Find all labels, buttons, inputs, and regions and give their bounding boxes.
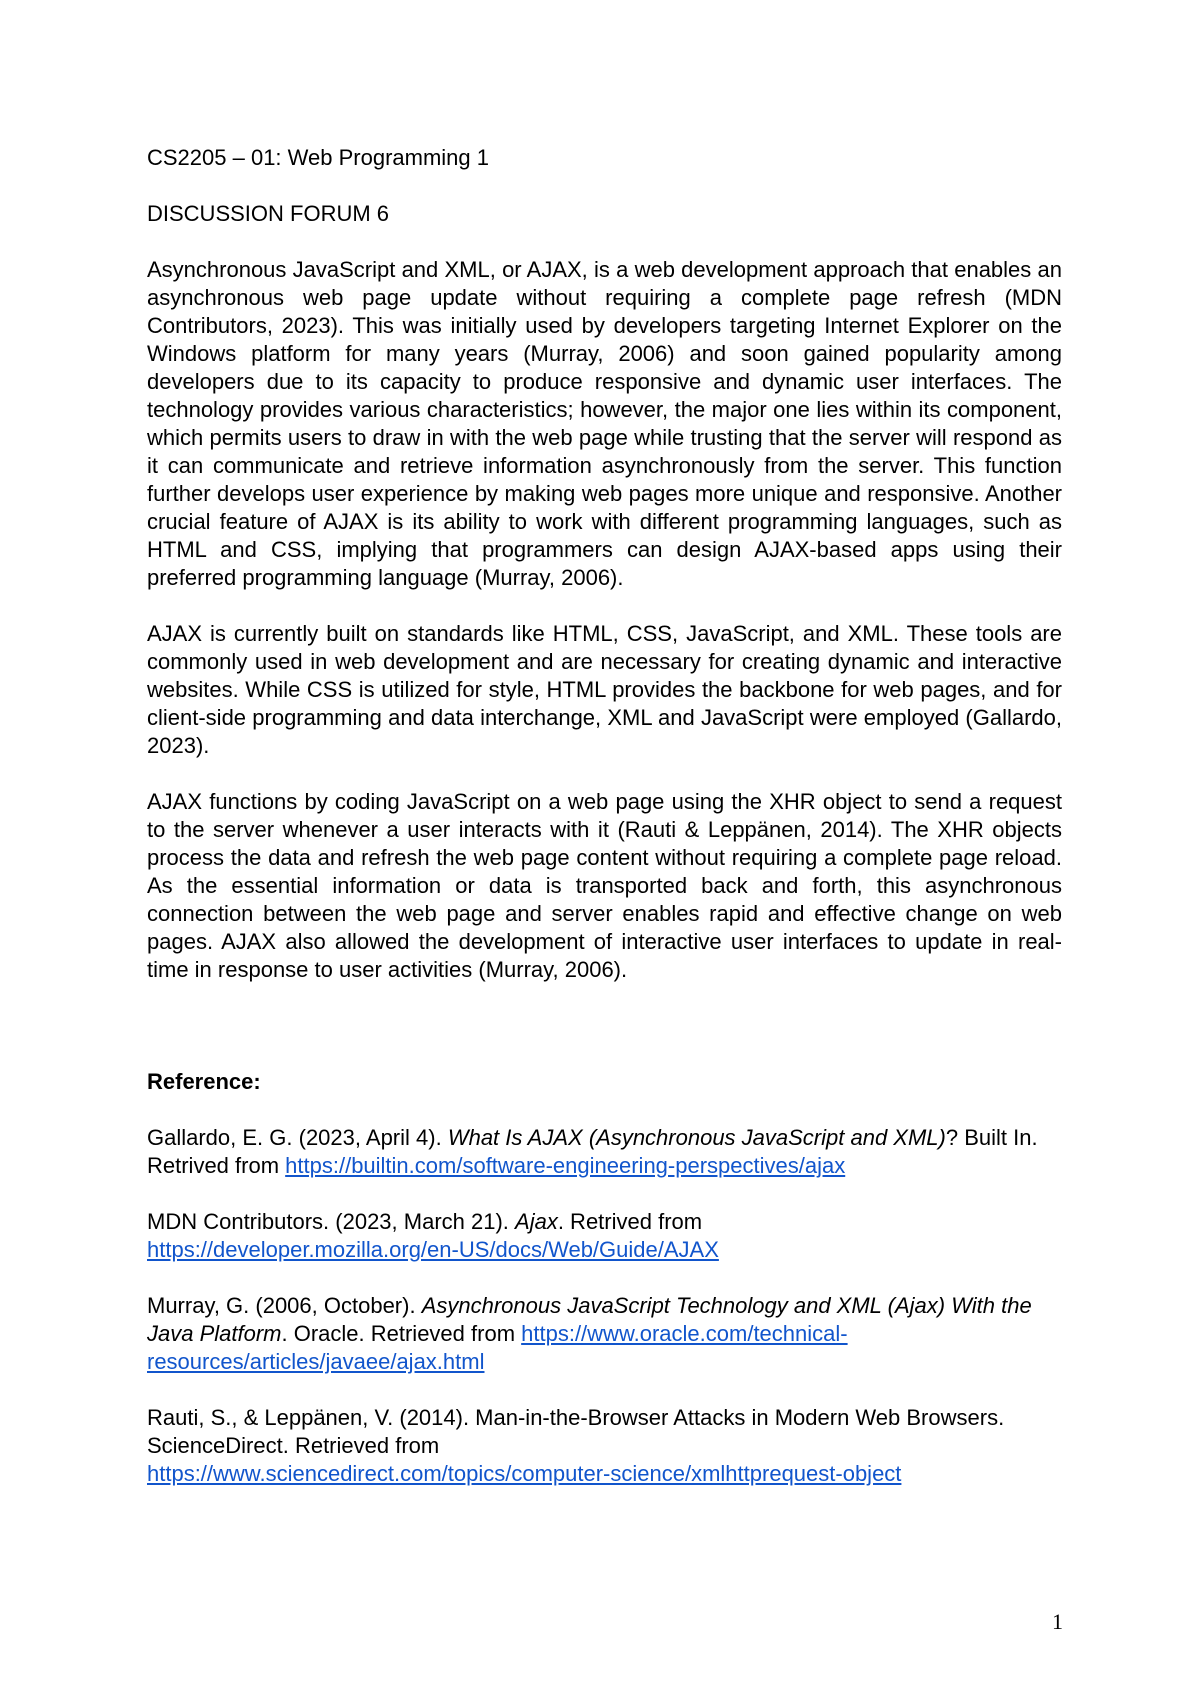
forum-title: DISCUSSION FORUM 6 (147, 201, 390, 226)
section-spacer (147, 1012, 1062, 1068)
reference-lead: MDN Contributors. (2023, March 21). (147, 1209, 516, 1234)
document-page (147, 144, 1062, 1516)
reference-item-rauti (147, 1404, 1062, 1488)
reference-after-title: ? Built In. Retrived from (147, 1125, 1038, 1178)
course-title: CS2205 – 01: Web Programming 1 (147, 145, 489, 170)
reference-item-gallardo (147, 1124, 1062, 1180)
body-paragraph-2: AJAX is currently built on standards like HTML, CSS, JavaScript, and XML. These tools are commonly used in web development and are necessary for creating dynamic and interactive websites. While CSS is utilized for style, HTML provides the backbone for web pages, and for client-side programming and data interchange, XML and JavaScript were employed (Gallardo, 2023). (147, 621, 1062, 758)
reference-link[interactable]: https://www.sciencedirect.com/topics/computer-science/xmlhttprequest-object (147, 1461, 902, 1486)
reference-link[interactable]: https://www.oracle.com/technical-resources/articles/javaee/ajax.html (147, 1321, 848, 1374)
reference-link[interactable]: https://builtin.com/software-engineering-perspectives/ajax (285, 1153, 846, 1178)
reference-lead: Murray, G. (2006, October). (147, 1293, 422, 1318)
body-paragraph-3: AJAX functions by coding JavaScript on a web page using the XHR object to send a request to the server whenever a user interacts with it (Rauti & Leppänen, 2014). The XHR objects process the data and refresh the web page content without requiring a complete page reload. As the essential information or data is transported back and forth, this asynchronous connection between the web page and server enables rapid and effective change on web pages. AJAX also allowed the development of interactive user interfaces to update in real-time in response to user activities (Murray, 2006). (147, 789, 1062, 982)
reference-title: Asynchronous JavaScript Technology and XML (Ajax) With the Java Platform (147, 1293, 1032, 1346)
reference-title: Ajax (515, 1209, 558, 1234)
reference-link[interactable]: https://developer.mozilla.org/en-US/docs/Web/Guide/AJAX (147, 1237, 719, 1262)
page-number: 1 (1052, 1609, 1063, 1634)
reference-title: What Is AJAX (Asynchronous JavaScript and XML) (447, 1125, 946, 1150)
reference-heading: Reference: (147, 1069, 261, 1094)
reference-lead: Rauti, S., & Leppänen, V. (2014). Man-in-the-Browser Attacks in Modern Web Browsers. ScienceDirect. Retrieved from (147, 1405, 1005, 1458)
body-paragraph-1: Asynchronous JavaScript and XML, or AJAX, is a web development approach that enables an asynchronous web page update without requiring a complete page refresh (MDN Contributors, 2023). This was initially used by developers targeting Internet Explorer on the Windows platform for many years (Murray, 2006) and soon gained popularity among developers due to its capacity to produce responsive and dynamic user interfaces. The technology provides various characteristics; however, the major one lies within its component, which permits users to draw in with the web page while trusting that the server will respond as it can communicate and retrieve information asynchronously from the server. This function further develops user experience by making web pages more unique and responsive. Another crucial feature of AJAX is its ability to work with different programming languages, such as HTML and CSS, implying that programmers can design AJAX-based apps using their preferred programming language (Murray, 2006). (147, 257, 1062, 590)
reference-item-mdn (147, 1208, 1062, 1264)
reference-after-title: . Oracle. Retrieved from (281, 1321, 522, 1346)
reference-lead: Gallardo, E. G. (2023, April 4). (147, 1125, 448, 1150)
reference-item-murray (147, 1292, 1062, 1376)
reference-after-title: . Retrived from (557, 1209, 703, 1234)
